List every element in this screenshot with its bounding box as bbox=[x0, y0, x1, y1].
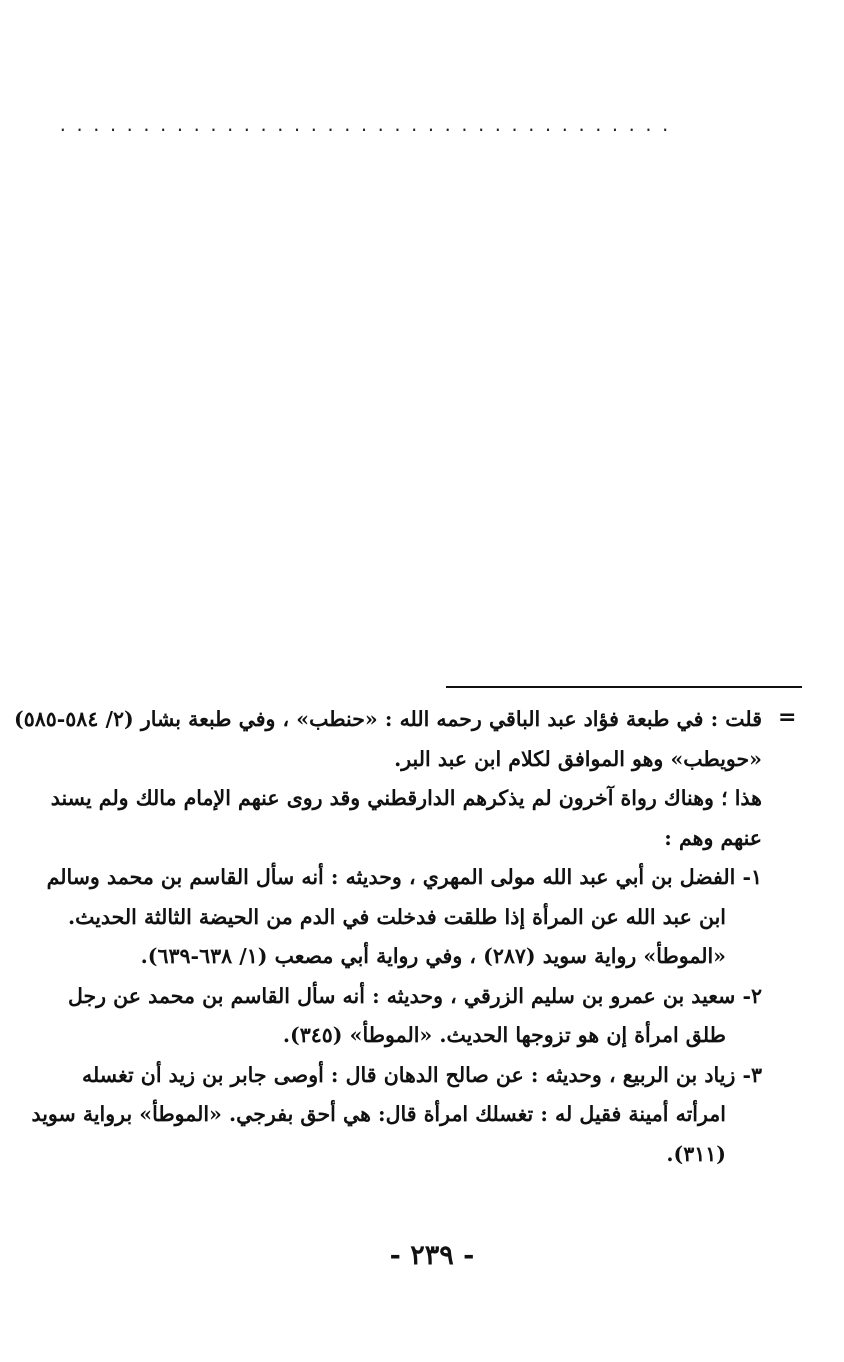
footnote-line-5: ١- الفضل بن أبي عبد الله مولى المهري ، وحديثه : أنه سأل القاسم بن محمد وسالم bbox=[46, 865, 762, 889]
footnote-line-8: ٢- سعيد بن عمرو بن سليم الزرقي ، وحديثه : أنه سأل القاسم بن محمد عن رجل bbox=[67, 983, 762, 1008]
footnotes-block bbox=[14, 700, 762, 1174]
dotted-separator: ..................................... bbox=[58, 116, 678, 135]
footnote-line-1: قلت : في طبعة فؤاد عبد الباقي رحمه الله : «حنطب» ، وفي طبعة بشار (٢/ ٥٨٤-٥٨٥) bbox=[14, 707, 762, 731]
footnote-line-10: ٣- زياد بن الربيع ، وحديثه : عن صالح الدهان قال : أوصى جابر بن زيد أن تغسله bbox=[82, 1062, 762, 1087]
footnote-line-4: عنهم وهم : bbox=[664, 825, 762, 850]
continuation-mark: = bbox=[778, 705, 797, 730]
footnote-line-11: امرأته أمينة فقيل له : تغسلك امرأة قال: هي أحق بفرجي. «الموطأ» برواية سويد bbox=[31, 1102, 726, 1126]
footnote-line-9: طلق امرأة إن هو تزوجها الحديث. «الموطأ» (٣٤٥). bbox=[282, 1023, 726, 1047]
footnote-rule bbox=[446, 686, 802, 688]
footnote-line-3: هذا ؛ وهناك رواة آخرون لم يذكرهم الدارقطني وقد روى عنهم الإمام مالك ولم يسند bbox=[50, 786, 762, 810]
footnote-line-2: «حويطب» وهو الموافق لكلام ابن عبد البر. bbox=[394, 746, 762, 771]
page-number: - ٢٣٩ - bbox=[389, 1240, 475, 1271]
footnote-line-7: «الموطأ» رواية سويد (٢٨٧) ، وفي رواية أبي مصعب (١/ ٦٣٨-٦٣٩). bbox=[140, 944, 726, 968]
footnote-line-6: ابن عبد الله عن المرأة إذا طلقت فدخلت في الدم من الحيضة الثالثة الحديث. bbox=[67, 904, 726, 929]
footnote-line-12: (٣١١). bbox=[666, 1141, 726, 1166]
